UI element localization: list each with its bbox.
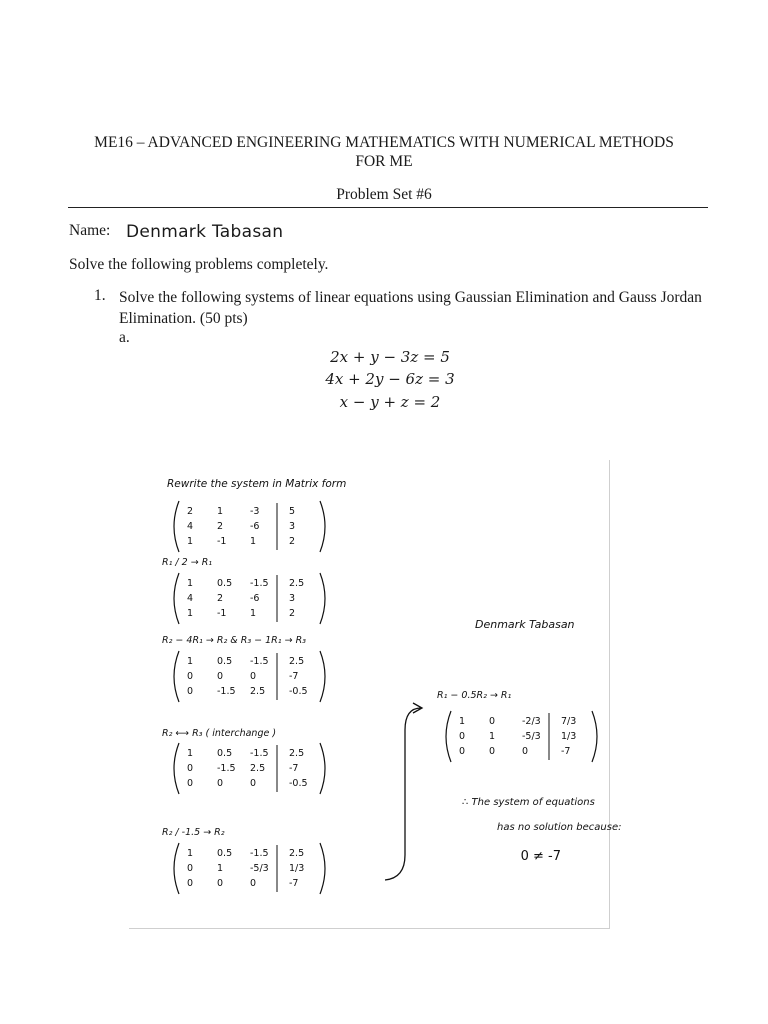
matrix-cell: -2/3 [522,716,541,727]
matrix-cell: 0 [217,878,224,889]
matrix-cell: 2 [289,536,296,547]
name-label: Name: [69,222,111,239]
matrix-cell: 4 [187,521,194,532]
left-bracket [446,711,451,762]
matrix-cell: 1 [217,506,224,517]
problem-part-label: a. [119,329,130,346]
matrix-cell: 2 [217,593,224,604]
matrix-step-4 [162,728,325,794]
matrix-cell: 0 [489,746,496,757]
matrix-cell: 1 [187,656,194,667]
equation-1: 2x + y − 3z = 5 [330,348,450,366]
matrix-cell: 0 [459,731,466,742]
worksheet-heading: Rewrite the system in Matrix form [167,478,347,490]
matrix-cell: 0 [250,671,257,682]
matrix-cell: -1.5 [250,848,269,859]
matrix-cell: -7 [561,746,571,757]
equation-3: x − y + z = 2 [339,393,441,411]
conclusion-line-2: has no solution because: [497,822,622,833]
connector-arrow [385,708,421,880]
matrix-cell: 1 [187,578,194,589]
matrix-step-5 [162,827,325,894]
matrix-cell: 0 [459,746,466,757]
matrix-cell: 0 [489,716,496,727]
matrix-cell: 0 [522,746,529,757]
right-bracket [320,843,325,894]
matrix-cell: -7 [289,878,299,889]
row-operation: R₂ / -1.5 → R₂ [162,827,225,838]
matrix-cell: 3 [289,593,296,604]
matrix-cell: 1 [489,731,496,742]
elimination-steps [162,501,597,894]
matrix-cell: 1 [217,863,224,874]
problem-text: Solve the following systems of linear equations using Gaussian Elimination and Gauss Jordan Elimination. (50 pts) [119,289,702,327]
matrix-cell: 0.5 [217,848,233,859]
matrix-cell: 0.5 [217,656,233,667]
matrix-cell: 0 [217,671,224,682]
matrix-cell: 0.5 [217,748,233,759]
matrix-cell: 2 [217,521,224,532]
student-name: Denmark Tabasan [126,222,284,242]
problem-number: 1. [94,287,106,304]
matrix-cell: 2.5 [289,748,305,759]
matrix-cell: 1 [250,536,257,547]
matrix-cell: 1 [187,848,194,859]
worksheet-signature: Denmark Tabasan [475,618,575,631]
matrix-cell: 2 [187,506,194,517]
matrix-cell: 1/3 [289,863,305,874]
matrix-cell: 1/3 [561,731,577,742]
matrix-step-3 [162,635,325,702]
matrix-cell: 0 [187,778,194,789]
matrix-cell: 0 [187,686,194,697]
matrix-cell: 2.5 [289,848,305,859]
matrix-cell: -5/3 [522,731,541,742]
matrix-cell: -3 [250,506,260,517]
matrix-cell: 0 [187,863,194,874]
matrix-cell: 0 [187,878,194,889]
matrix-cell: 1 [459,716,466,727]
matrix-cell: 0 [217,778,224,789]
matrix-cell: -7 [289,671,299,682]
equation-2: 4x + 2y − 6z = 3 [325,370,455,388]
row-operation: R₂ − 4R₁ → R₂ & R₃ − 1R₁ → R₃ [162,635,306,646]
right-bracket [320,743,325,794]
left-bracket [174,651,179,702]
matrix-step-6 [437,690,597,762]
row-operation: R₁ − 0.5R₂ → R₁ [437,690,512,701]
course-title-line-1: ME16 – ADVANCED ENGINEERING MATHEMATICS WITH NUMERICAL METHODS [94,134,674,151]
conclusion-result: 0 ≠ -7 [520,849,561,864]
matrix-cell: -1 [217,608,227,619]
left-bracket [174,501,179,552]
matrix-cell: 1 [187,608,194,619]
right-bracket [320,651,325,702]
matrix-cell: 0 [250,878,257,889]
matrix-cell: 3 [289,521,296,532]
right-bracket [592,711,597,762]
matrix-cell: 2.5 [289,578,305,589]
right-bracket [320,573,325,624]
left-bracket [174,843,179,894]
course-title [40,133,728,171]
header-divider [68,207,708,208]
matrix-cell: -1.5 [250,578,269,589]
row-operation: R₁ / 2 → R₁ [162,557,213,568]
matrix-step-2 [162,557,325,624]
solution-canvas [129,460,622,928]
matrix-cell: -1.5 [250,656,269,667]
conclusion-line-1: ∴ The system of equations [462,797,595,808]
matrix-cell: 1 [250,608,257,619]
matrix-cell: -1 [217,536,227,547]
instructions: Solve the following problems completely. [69,256,329,273]
matrix-cell: 4 [187,593,194,604]
matrix-cell: -6 [250,593,260,604]
matrix-cell: 1 [187,536,194,547]
matrix-cell: 0 [187,671,194,682]
problem-set-title: Problem Set #6 [336,186,432,203]
matrix-cell: 1 [187,748,194,759]
left-bracket [174,573,179,624]
matrix-cell: 2 [289,608,296,619]
matrix-cell: -0.5 [289,686,308,697]
course-title-line-2: FOR ME [355,153,413,170]
handwritten-solution [129,460,622,929]
matrix-cell: -6 [250,521,260,532]
matrix-cell: 2.5 [289,656,305,667]
matrix-cell: 2.5 [250,686,266,697]
matrix-cell: 0.5 [217,578,233,589]
matrix-cell: -7 [289,763,299,774]
matrix-cell: -0.5 [289,778,308,789]
matrix-cell: 2.5 [250,763,266,774]
matrix-cell: 0 [250,778,257,789]
matrix-cell: -5/3 [250,863,269,874]
matrix-cell: 0 [187,763,194,774]
right-bracket [320,501,325,552]
row-operation: R₂ ⟷ R₃ ( interchange ) [162,728,277,739]
matrix-cell: -1.5 [217,763,236,774]
matrix-cell: -1.5 [217,686,236,697]
matrix-cell: 5 [289,506,296,517]
matrix-cell: 7/3 [561,716,577,727]
left-bracket [174,743,179,794]
matrix-step-1 [174,501,325,552]
matrix-cell: -1.5 [250,748,269,759]
